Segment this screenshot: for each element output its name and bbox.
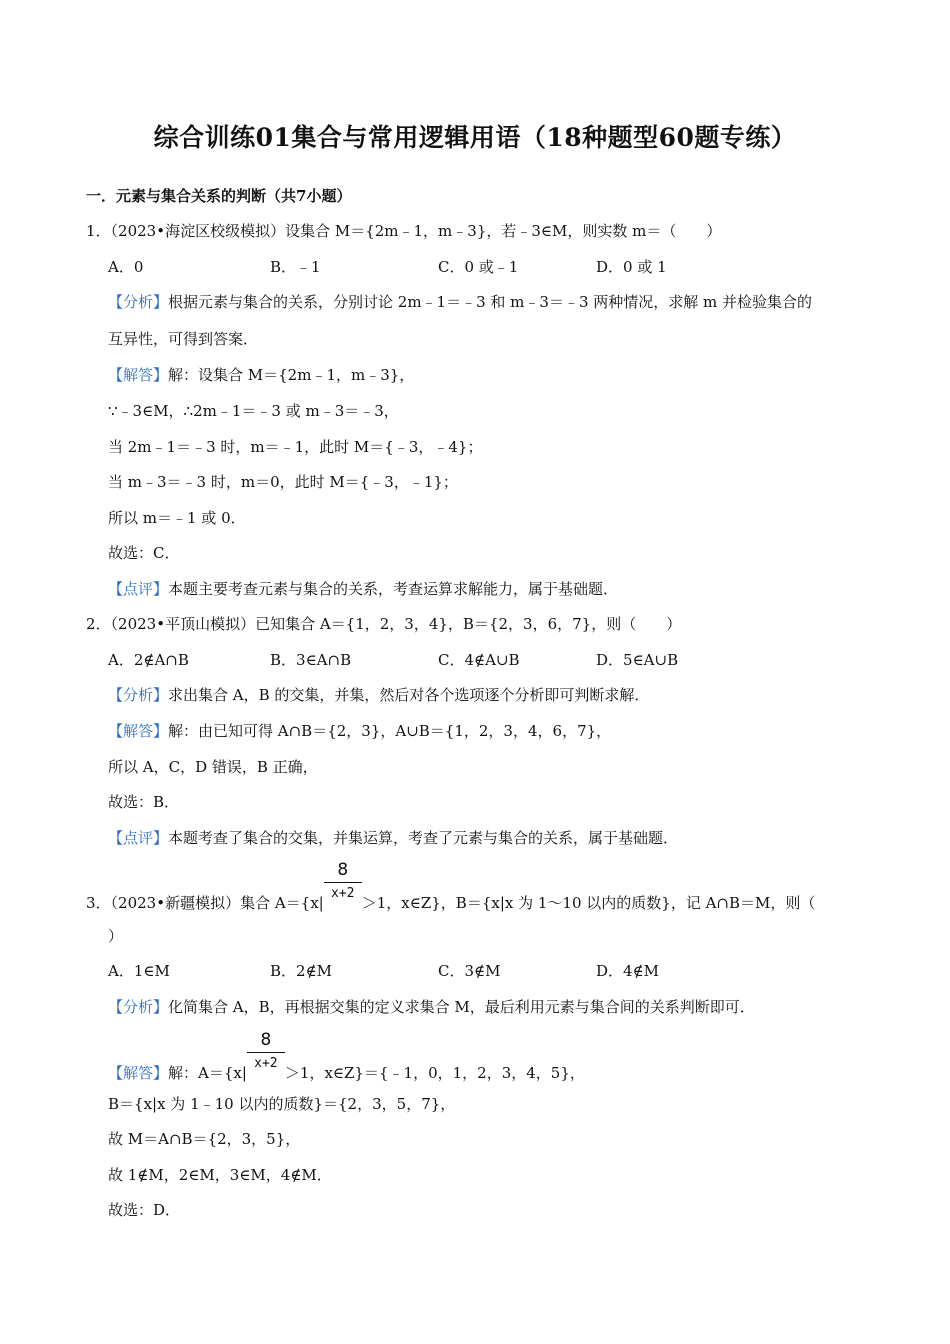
q3-option-d[interactable]: D．4∉M bbox=[596, 962, 660, 980]
page-title: 综合训练01集合与常用逻辑用语（18种题型60题专练） bbox=[153, 123, 797, 152]
solution-tag: 【解答】 bbox=[108, 366, 169, 384]
q3-solution-line: 故 1∉M，2∈M，3∈M，4∉M． bbox=[108, 1166, 332, 1184]
comment-tag: 【点评】 bbox=[108, 829, 169, 847]
q1-option-d[interactable]: D．0 或 1 bbox=[596, 258, 667, 276]
q2-solution: 【解答】解：由已知可得 A∩B＝{2，3}，A∪B＝{1，2，3，4，6，7}， bbox=[108, 722, 612, 740]
q2-option-d[interactable]: D．5∈A∪B bbox=[596, 651, 679, 669]
question-3-stem: 3．（2023•新疆模拟）集合 A＝{x| $\frac{8}{x+2}$ ＞1，x∈Z}，B＝{x|x 为 1～10 以内的质数}，记 A∩B＝M，则（ bbox=[86, 860, 816, 912]
q2-option-b[interactable]: B．3∈A∩B bbox=[270, 651, 352, 669]
q3-option-b[interactable]: B．2∉M bbox=[270, 962, 333, 980]
fraction: $\frac{8}{x+2}$ bbox=[247, 1058, 285, 1078]
solution-tag: 【解答】 bbox=[108, 722, 169, 740]
analysis-tag: 【分析】 bbox=[108, 293, 169, 311]
q1-solution-line: 当 2m﹣1＝﹣3 时，m＝﹣1，此时 M＝{﹣3，﹣4}； bbox=[108, 438, 483, 456]
comment-tag: 【点评】 bbox=[108, 580, 169, 598]
q1-option-c[interactable]: C．0 或﹣1 bbox=[438, 258, 519, 276]
q1-solution-line: 当 m﹣3＝﹣3 时，m＝0，此时 M＝{﹣3，﹣1}； bbox=[108, 473, 458, 491]
q1-analysis: 【分析】根据元素与集合的关系，分别讨论 2m﹣1＝﹣3 和 m﹣3＝﹣3 两种情况，求解 m 并检验集合的 bbox=[108, 293, 813, 311]
q1-solution-line: 所以 m＝﹣1 或 0． bbox=[108, 509, 246, 527]
q3-solution-line: 故 M＝A∩B＝{2，3，5}， bbox=[108, 1130, 301, 1148]
q3-option-c[interactable]: C．3∉M bbox=[438, 962, 501, 980]
question-2-stem: 2．（2023•平顶山模拟）已知集合 A＝{1，2，3，4}，B＝{2，3，6，7}，则（ ） bbox=[86, 615, 682, 633]
q2-answer: 故选：B． bbox=[108, 793, 180, 811]
q2-analysis: 【分析】求出集合 A，B 的交集，并集，然后对各个选项逐个分析即可判断求解． bbox=[108, 686, 650, 704]
solution-tag: 【解答】 bbox=[108, 1064, 169, 1082]
q3-option-a[interactable]: A．1∈M bbox=[108, 962, 170, 980]
fraction: $\frac{8}{x+2}$ bbox=[324, 888, 362, 908]
q1-comment: 【点评】本题主要考查元素与集合的关系，考查运算求解能力，属于基础题． bbox=[108, 580, 619, 598]
q2-solution-line: 所以 A，C，D 错误，B 正确， bbox=[108, 758, 318, 776]
question-3-stem-cont: ） bbox=[108, 927, 124, 945]
q3-solution-line: B＝{x|x 为 1﹣10 以内的质数}＝{2，3，5，7}， bbox=[108, 1095, 456, 1113]
q3-solution: 【解答】解：A＝{x| $\frac{8}{x+2}$ ＞1，x∈Z}＝{﹣1，0，1，2，3，4，5}， bbox=[108, 1030, 585, 1082]
q1-solution-line: ∵﹣3∈M，∴2m﹣1＝﹣3 或 m﹣3＝﹣3， bbox=[108, 402, 399, 420]
q2-option-a[interactable]: A．2∉A∩B bbox=[108, 651, 189, 669]
q1-option-a[interactable]: A．0 bbox=[108, 258, 144, 276]
analysis-tag: 【分析】 bbox=[108, 686, 169, 704]
q1-answer: 故选：C． bbox=[108, 544, 180, 562]
question-1-stem: 1．（2023•海淀区校级模拟）设集合 M＝{2m﹣1，m﹣3}，若﹣3∈M，则实数 m＝（ ） bbox=[86, 222, 722, 240]
analysis-tag: 【分析】 bbox=[108, 998, 169, 1016]
q1-option-b[interactable]: B．﹣1 bbox=[270, 258, 321, 276]
q1-analysis-cont: 互异性，可得到答案． bbox=[108, 330, 259, 348]
section-heading: 一．元素与集合关系的判断（共7小题） bbox=[86, 187, 352, 205]
q3-analysis: 【分析】化简集合 A，B，再根据交集的定义求集合 M，最后利用元素与集合间的关系判断即可． bbox=[108, 998, 755, 1016]
q2-option-c[interactable]: C．4∉A∪B bbox=[438, 651, 520, 669]
q3-answer: 故选：D． bbox=[108, 1201, 181, 1219]
q2-comment: 【点评】本题考查了集合的交集，并集运算，考查了元素与集合的关系，属于基础题． bbox=[108, 829, 679, 847]
q1-solution: 【解答】解：设集合 M＝{2m﹣1，m﹣3}， bbox=[108, 366, 415, 384]
